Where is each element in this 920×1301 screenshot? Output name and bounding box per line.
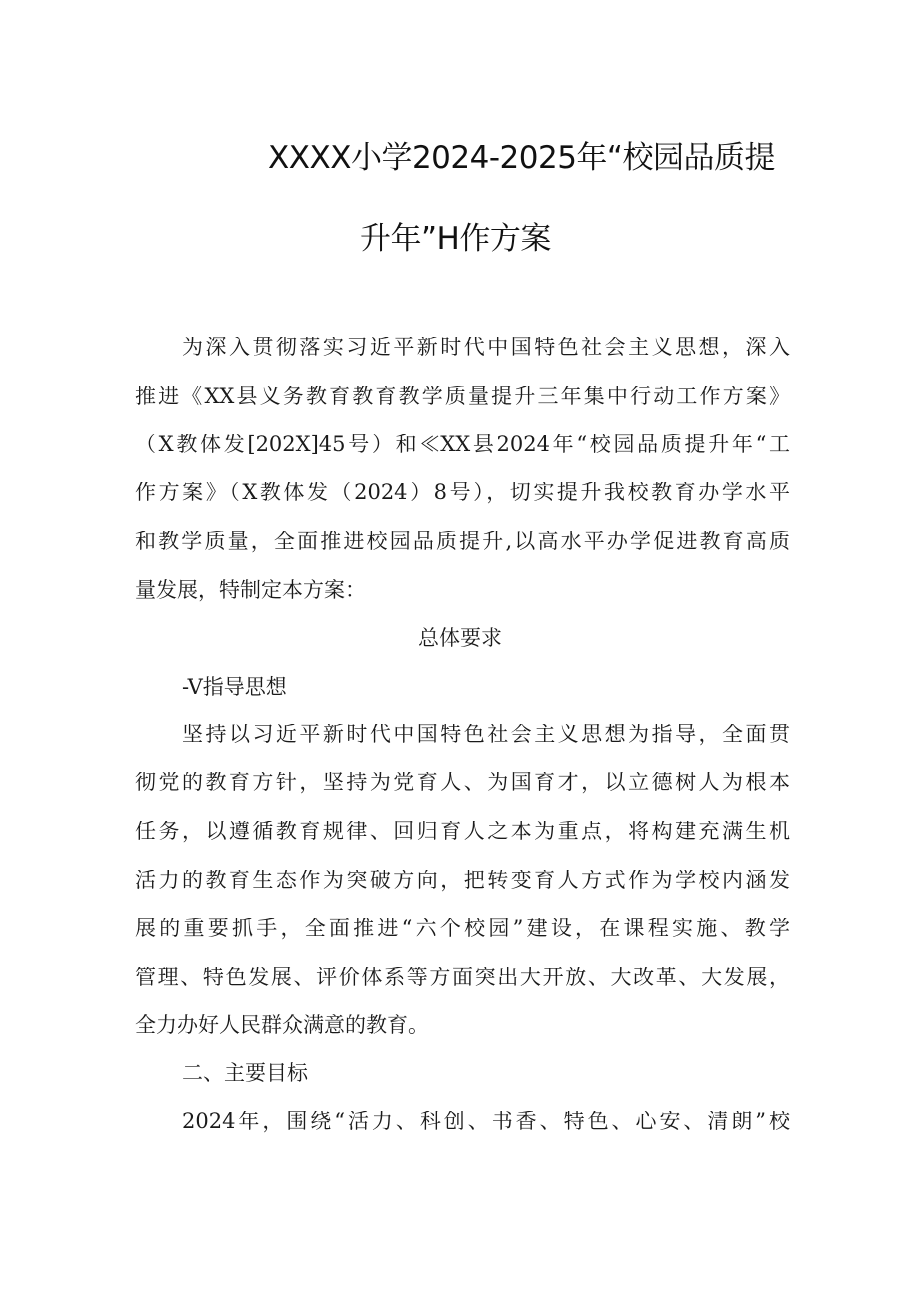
subsection-1-heading: -V指导思想 (182, 675, 287, 699)
intro-line-4: 作方案》（X教体发（2024）8号），切实提升我校教育办学水平 (135, 482, 790, 504)
section-heading: 总体要求 (418, 626, 502, 650)
document-title-line-2: 升年”H作方案 (360, 221, 551, 257)
subsection-1-line-1: 坚持以习近平新时代中国特色社会主义思想为指导，全面贯 (182, 724, 790, 746)
intro-line-2: 推进《XX县义务教育教育教学质量提升三年集中行动工作方案》 (135, 386, 790, 408)
intro-line-6: 量发展，特制定本方案： (135, 578, 366, 602)
document-title-line-1: XXXX小学2024-2025年“校园品质提 (268, 140, 775, 176)
subsection-1-line-4: 活力的教育生态作为突破方向，把转变育人方式作为学校内涵发 (135, 870, 790, 892)
subsection-1-line-6: 管理、特色发展、评价体系等方面突出大开放、大改革、大发展， (135, 967, 790, 989)
subsection-1-line-3: 任务，以遵循教育规律、回归育人之本为重点，将构建充满生机 (135, 821, 790, 843)
subsection-1-line-2: 彻党的教育方针，坚持为党育人、为国育才，以立德树人为根本 (135, 772, 790, 794)
subsection-2-heading: 二、主要目标 (182, 1061, 308, 1085)
intro-line-5: 和教学质量，全面推进校园品质提升,以高水平办学促进教育高质 (135, 531, 790, 553)
subsection-1-line-5: 展的重要抓手，全面推进“六个校园”建设，在课程实施、教学 (135, 918, 790, 940)
intro-line-1: 为深入贯彻落实习近平新时代中国特色社会主义思想，深入 (182, 337, 790, 359)
subsection-1-line-7: 全力办好人民群众满意的教育。 (135, 1013, 429, 1037)
subsection-2-line-1: 2024年，围绕“活力、科创、书香、特色、心安、清朗”校 (182, 1111, 790, 1133)
intro-line-3: （X教体发[202X]45号）和≪XX县2024年“校园品质提升年“工 (135, 434, 790, 456)
